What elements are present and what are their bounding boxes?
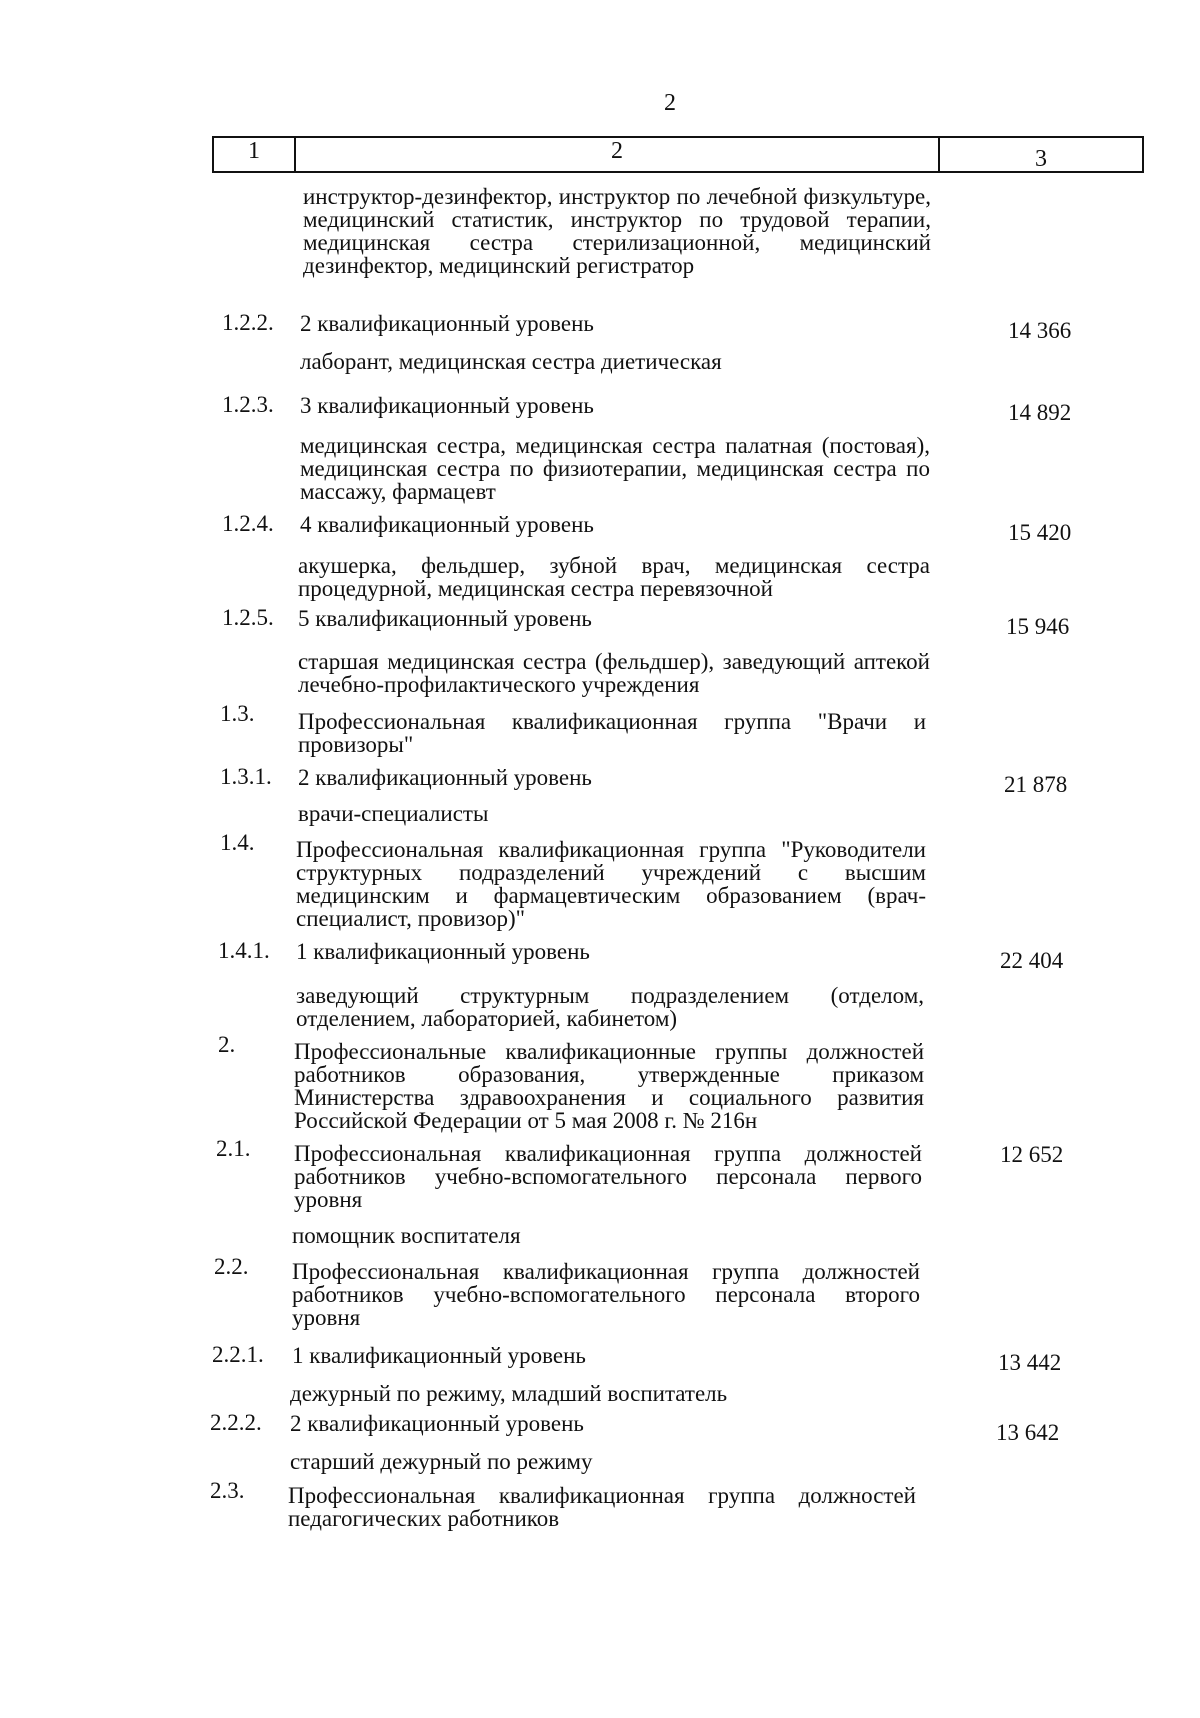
row-text: 5 квалификационный уровень xyxy=(298,606,592,631)
row-text: 2 квалификационный уровень xyxy=(300,311,594,336)
row-value: 13 642 xyxy=(996,1420,1060,1445)
row-value: 13 442 xyxy=(998,1350,1062,1375)
header-col-3: 3 xyxy=(1035,146,1047,172)
row-text: заведующий структурным подразделением (отделом, отделением, лабораторией, кабинетом) xyxy=(296,983,924,1031)
row-number: 2.1. xyxy=(216,1136,251,1161)
row-text: 2 квалификационный уровень xyxy=(298,765,592,790)
row-value: 15 946 xyxy=(1006,614,1070,639)
row-number: 2.3. xyxy=(210,1478,245,1503)
row-number: 2.2. xyxy=(214,1254,249,1279)
row-number: 1.4. xyxy=(220,830,255,855)
table-header xyxy=(212,136,1144,173)
row-text: старший дежурный по режиму xyxy=(290,1449,593,1474)
row-number: 1.2.3. xyxy=(222,392,274,417)
row-text: Профессиональная квалификационная группа "Врачи и провизоры" xyxy=(298,709,926,757)
header-col-2: 2 xyxy=(296,138,940,171)
row-text: 4 квалификационный уровень xyxy=(300,512,594,537)
row-number: 1.2.2. xyxy=(222,310,274,335)
row-text: Профессиональная квалификационная группа должностей работников учебно-вспомогательного персонала первого уровня xyxy=(294,1141,922,1212)
row-text: 2 квалификационный уровень xyxy=(290,1411,584,1436)
row-number: 1.3.1. xyxy=(220,764,272,789)
row-number: 2. xyxy=(218,1032,236,1057)
row-value: 14 892 xyxy=(1008,400,1072,425)
page-number: 2 xyxy=(664,90,676,116)
row-text: Профессиональная квалификационная группа "Руководители структурных подразделений учреждений с высшим медицинским и фармацевтическим образованием (врач-специалист, провизор)" xyxy=(296,837,926,931)
row-text: дежурный по режиму, младший воспитатель xyxy=(290,1381,728,1406)
row-text: Профессиональная квалификационная группа должностей педагогических работников xyxy=(288,1483,916,1531)
row-number: 1.4.1. xyxy=(218,938,270,963)
row-text: Профессиональные квалификационные группы должностей работников образования, утвержденные приказом Министерства здравоохранения и социального развития Российской Федерации от 5 мая 2008 г. № 216н xyxy=(294,1039,924,1133)
row-text: 1 квалификационный уровень xyxy=(296,939,590,964)
row-number: 1.2.4. xyxy=(222,511,274,536)
row-value: 21 878 xyxy=(1004,772,1068,797)
row-value: 15 420 xyxy=(1008,520,1072,545)
row-value: 22 404 xyxy=(1000,948,1064,973)
row-text: старшая медицинская сестра (фельдшер), заведующий аптекой лечебно-профилактического учреждения xyxy=(298,649,930,697)
row-number: 1.2.5. xyxy=(222,605,274,630)
row-value: 12 652 xyxy=(1000,1142,1064,1167)
row-text: инструктор-дезинфектор, инструктор по лечебной физкультуре, медицинский статистик, инструктор по трудовой терапии, медицинская сестра стерилизационной, медицинский дезинфектор, медицинский регистратор xyxy=(303,184,931,278)
row-value: 14 366 xyxy=(1008,318,1072,343)
header-col-1: 1 xyxy=(214,138,296,171)
row-text: врачи-специалисты xyxy=(298,801,489,826)
row-number: 2.2.2. xyxy=(210,1410,262,1435)
row-text: 3 квалификационный уровень xyxy=(300,393,594,418)
row-text: помощник воспитателя xyxy=(292,1223,521,1248)
row-text: медицинская сестра, медицинская сестра палатная (постовая), медицинская сестра по физиотерапии, медицинская сестра по массажу, фармацевт xyxy=(300,433,930,504)
row-text: 1 квалификационный уровень xyxy=(292,1343,586,1368)
row-text: лаборант, медицинская сестра диетическая xyxy=(300,349,722,374)
row-text: акушерка, фельдшер, зубной врач, медицинская сестра процедурной, медицинская сестра перевязочной xyxy=(298,553,930,601)
row-number: 1.3. xyxy=(220,701,255,726)
row-number: 2.2.1. xyxy=(212,1342,264,1367)
row-text: Профессиональная квалификационная группа должностей работников учебно-вспомогательного персонала второго уровня xyxy=(292,1259,920,1330)
